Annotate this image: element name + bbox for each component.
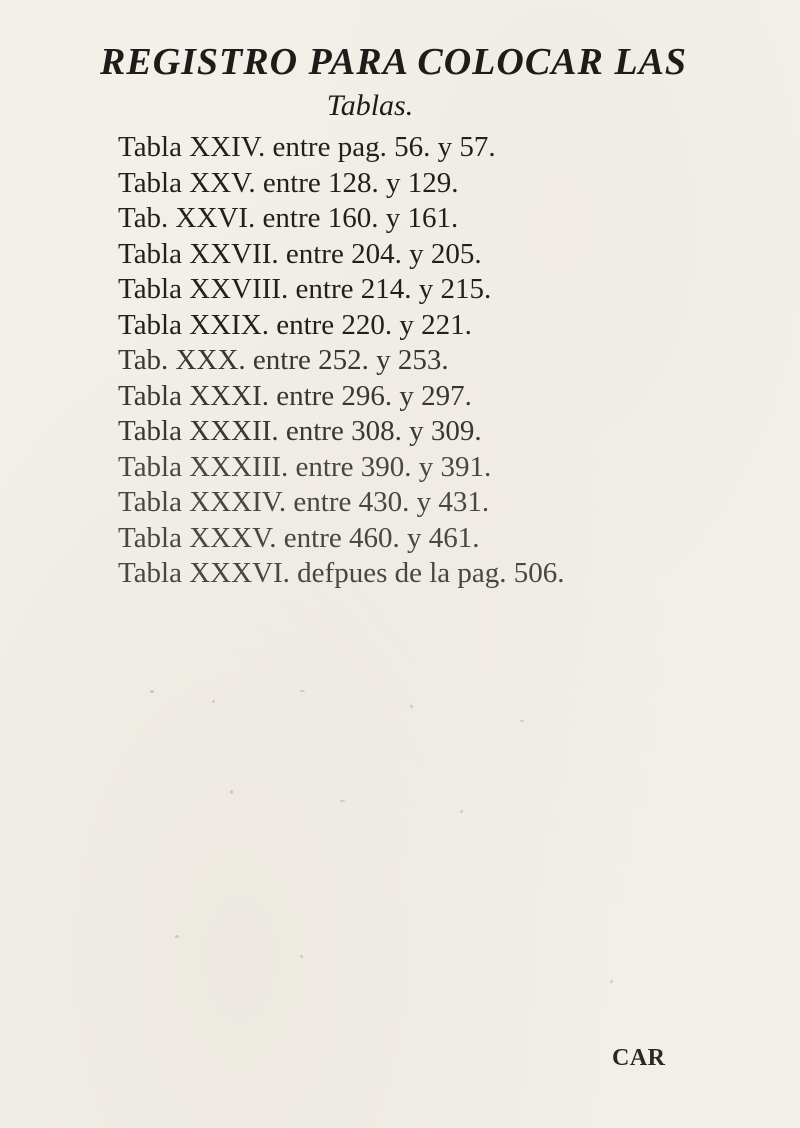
register-entry: Tabla XXVIII. entre 214. y 215. [118, 273, 492, 305]
paper-speck [230, 790, 233, 794]
paper-speck [610, 980, 613, 983]
paper-speck [340, 800, 345, 802]
paper-speck [410, 705, 413, 708]
plate-register-list [118, 130, 718, 592]
paper-speck [300, 690, 305, 692]
paper-speck [460, 810, 463, 813]
register-entry: Tabla XXXIII. entre 390. y 391. [118, 450, 492, 483]
paper-speck [212, 700, 215, 703]
register-entry: Tabla XXXI. entre 296. y 297. [118, 379, 472, 412]
register-entry: Tabla XXXII. entre 308. y 309. [118, 415, 482, 447]
register-entry: Tabla XXIV. entre pag. 56. y 57. [118, 131, 496, 163]
register-entry: Tabla XXXV. entre 460. y 461. [118, 521, 480, 554]
page-subheading: Tablas. [326, 89, 414, 122]
catchword: CAR [612, 1045, 666, 1071]
register-entry: Tabla XXV. entre 128. y 129. [118, 166, 459, 199]
register-entry: Tab. XXX. entre 252. y 253. [118, 344, 449, 376]
register-entry: Tabla XXIX. entre 220. y 221. [118, 308, 472, 341]
paper-speck [300, 955, 303, 958]
paper-speck [520, 720, 524, 722]
register-entry: Tab. XXVI. entre 160. y 161. [118, 202, 459, 234]
page-heading: REGISTRO PARA COLOCAR LAS [100, 41, 688, 83]
register-entry: Tabla XXVII. entre 204. y 205. [118, 237, 482, 270]
paper-speck [150, 690, 154, 693]
paper-speck [175, 935, 179, 938]
register-entry: Tabla XXXIV. entre 430. y 431. [118, 486, 490, 518]
register-entry: Tabla XXXVI. defpues de la pag. 506. [118, 557, 565, 589]
